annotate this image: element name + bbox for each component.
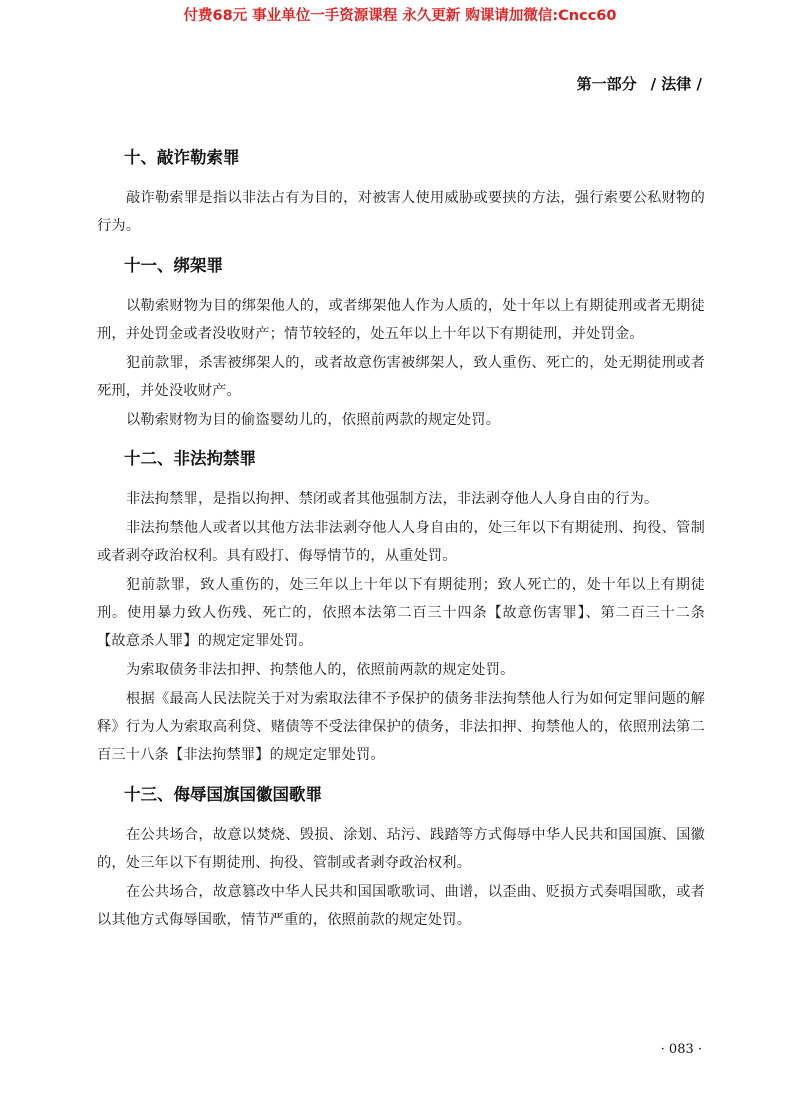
section-heading: 十一、绑架罪 <box>124 256 223 275</box>
running-header <box>577 73 702 94</box>
watermark-banner: 付费68元 事业单位一手资源课程 永久更新 购课请加微信:Cncc60 <box>183 8 617 24</box>
paragraph: 在公共场合，故意篡改中华人民共和国国歌歌词、曲谱，以歪曲、贬损方式奏唱国歌，或者以其他方式侮辱国歌，情节严重的，依照前款的规定处罚。 <box>97 884 705 928</box>
header-section: / 法律 / <box>650 75 702 93</box>
section-heading: 十二、非法拘禁罪 <box>124 449 256 468</box>
paragraph: 以勒索财物为目的绑架他人的，或者绑架他人作为人质的，处十年以上有期徒刑或者无期徒刑，并处罚金或者没收财产；情节较轻的，处五年以上十年以下有期徒刑，并处罚金。 <box>97 298 705 342</box>
paragraph: 根据《最高人民法院关于对为索取法律不予保护的债务非法拘禁他人行为如何定罪问题的解释》行为人为索取高利贷、赌债等不受法律保护的债务，非法扣押、拘禁他人的，依照刑法第二百三十八条【非法拘禁罪】的规定定罪处罚。 <box>97 691 705 763</box>
section-heading: 十、敲诈勒索罪 <box>124 148 240 167</box>
document-body <box>97 146 705 935</box>
section-heading: 十三、侮辱国旗国徽国歌罪 <box>124 785 322 804</box>
header-part: 第一部分 <box>576 75 637 93</box>
section-insulting-national-symbols <box>97 783 705 934</box>
paragraph: 在公共场合，故意以焚烧、毁损、涂划、玷污、践踏等方式侮辱中华人民共和国国旗、国徽的，处三年以下有期徒刑、拘役、管制或者剥夺政治权利。 <box>97 827 705 871</box>
paragraph: 非法拘禁罪，是指以拘押、禁闭或者其他强制方法，非法剥夺他人人身自由的行为。 <box>126 491 659 507</box>
page-number: · 083 · <box>660 1042 702 1057</box>
paragraph: 为索取债务非法扣押、拘禁他人的，依照前两款的规定处罚。 <box>126 662 515 678</box>
section-illegal-detention <box>97 447 705 769</box>
paragraph: 犯前款罪，杀害被绑架人的，或者故意伤害被绑架人，致人重伤、死亡的，处无期徒刑或者死刑，并处没收财产。 <box>97 355 705 399</box>
section-kidnapping <box>97 254 705 434</box>
paragraph: 非法拘禁他人或者以其他方法非法剥夺他人人身自由的，处三年以下有期徒刑、拘役、管制或者剥夺政治权利。具有殴打、侮辱情节的，从重处罚。 <box>97 520 705 564</box>
paragraph: 敲诈勒索罪是指以非法占有为目的，对被害人使用威胁或要挟的方法，强行索要公私财物的行为。 <box>97 190 705 234</box>
paragraph: 以勒索财物为目的偷盗婴幼儿的，依照前两款的规定处罚。 <box>126 412 501 428</box>
paragraph: 犯前款罪，致人重伤的，处三年以上十年以下有期徒刑；致人死亡的，处十年以上有期徒刑。使用暴力致人伤残、死亡的，依照本法第二百三十四条【故意伤害罪】、第二百三十二条【故意杀人罪】的规定定罪处罚。 <box>97 577 705 649</box>
section-extortion <box>97 146 705 240</box>
